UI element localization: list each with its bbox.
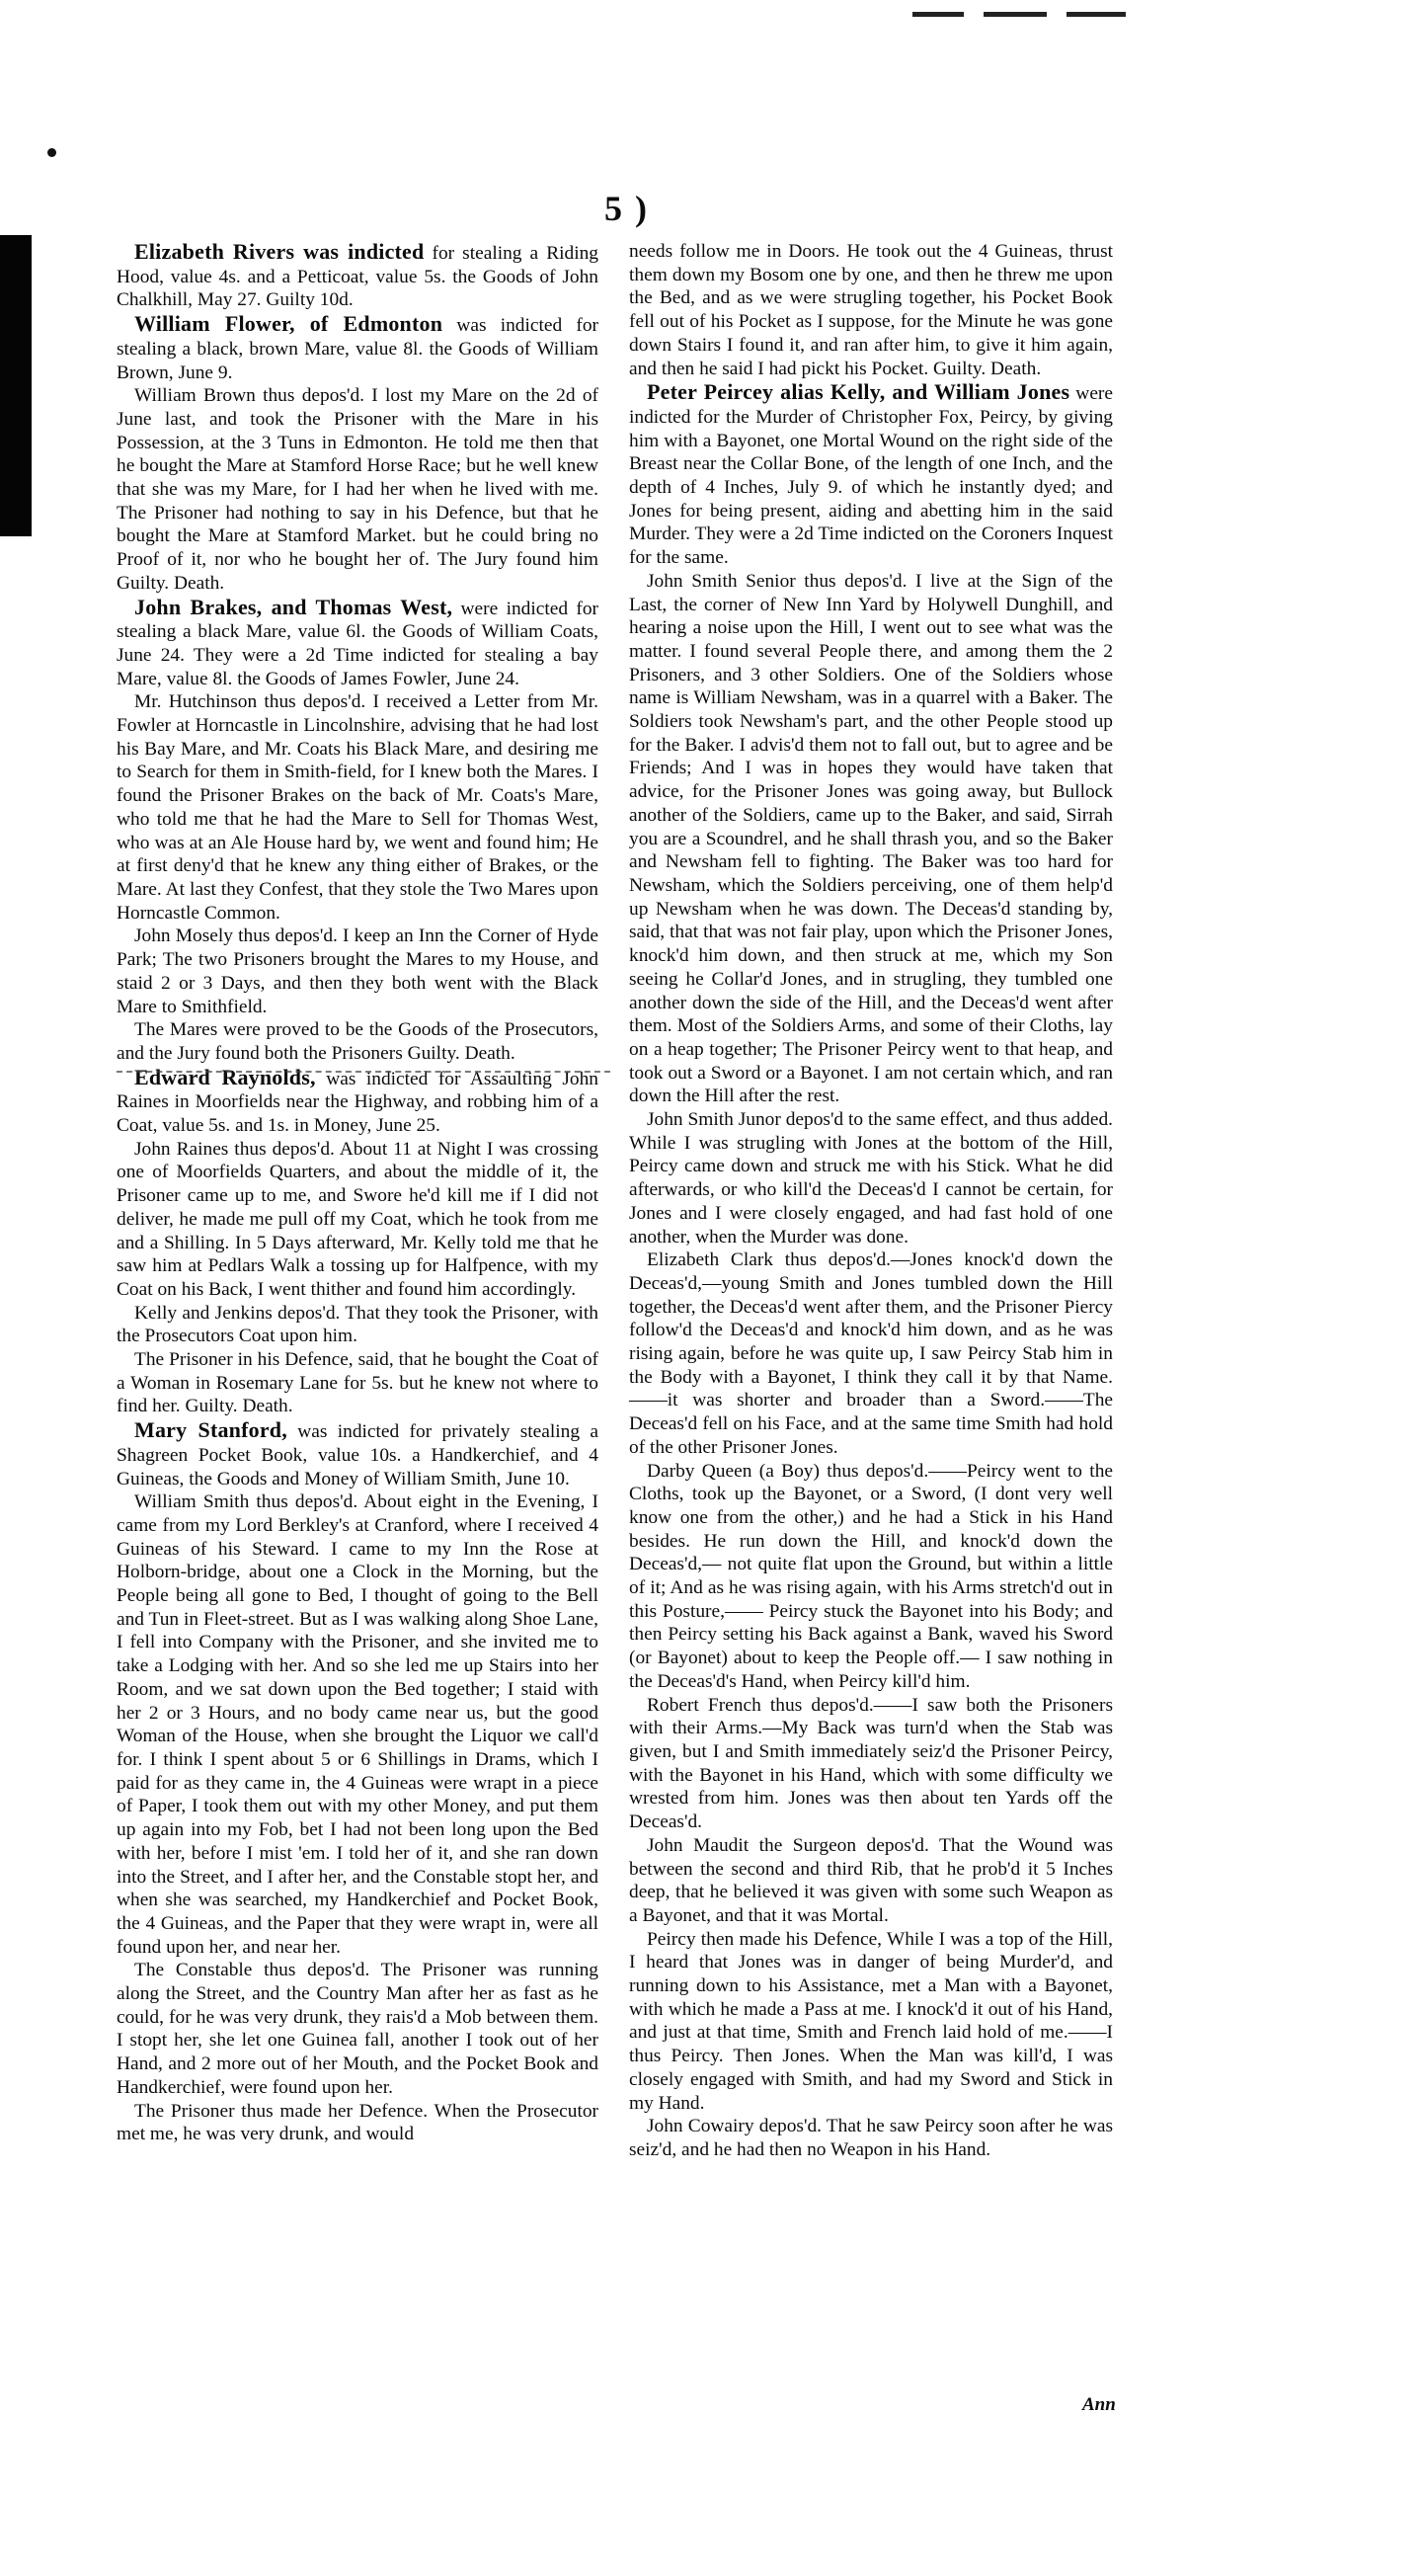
paragraph-text: Peircy then made his Defence, While I was a top of the Hill, I heard that Jones was in danger of being Murder'd, and running down to his Assistance, met a Man with a Bayonet, with which he made a Pass at me. I knock'd it out of his Hand, and just at that time, Smith and French laid hold of me.——I thus Peircy. Then Jones. When the Man was kill'd, I was closely engaged with Smith, and had my Sword and Stick in my Hand.: [629, 1928, 1113, 2114]
margin-black-bar: [0, 235, 32, 536]
case-heading: John Brakes, and Thomas West,: [134, 594, 453, 619]
ink-dot: [47, 148, 56, 157]
paragraph: [117, 1490, 598, 1959]
left-column: [117, 240, 598, 2146]
paragraph: [117, 240, 598, 312]
case-heading: Edward Raynolds,: [134, 1064, 316, 1089]
paragraph-text: was indicted for privately stealing a Shagreen Pocket Book, value 10s. a Handkerchief, and 4 Guineas, the Goods and Money of William Smith, June 10.: [117, 1421, 598, 1489]
case-heading: William Flower, of Edmonton: [134, 311, 443, 337]
paragraph: [117, 1138, 598, 1302]
paragraph: [629, 1694, 1113, 1834]
paragraph-text: The Prisoner thus made her Defence. When the Prosecutor met me, he was very drunk, and would: [117, 2100, 598, 2145]
paragraph: [117, 596, 598, 691]
paragraph: [117, 1018, 598, 1065]
paragraph: [629, 1460, 1113, 1694]
paragraph-text: John Mosely thus depos'd. I keep an Inn the Corner of Hyde Park; The two Prisoners brought the Mares to my House, and staid 2 or 3 Days, and then they both went with the Black Mare to Smithfield.: [117, 926, 598, 1017]
paragraph: [117, 690, 598, 925]
paragraph-text: John Raines thus depos'd. About 11 at Night I was crossing one of Moorfields Quarters, and about the middle of it, the Prisoner came up to me, and Swore he'd kill me if I did not deliver, he made me pull off my Coat, which he took from me and a Shilling. In 5 Days afterward, Mr. Kelly told me that he saw him at Pedlars Walk a tossing up for Halfpence, with my Coat on his Back, I went thither and found him accordingly.: [117, 1138, 598, 1300]
paragraph-text: was indicted for stealing a black, brown Mare, value 8l. the Goods of William Brown, June 9.: [117, 315, 598, 383]
paragraph-text: William Brown thus depos'd. I lost my Mare on the 2d of June last, and took the Prisoner with the Mare in his Possession, at the 3 Tuns in Edmonton. He told me then that he bought the Mare at Stamford Horse Race; but he well knew that she was my Mare, for I had her when he lived with me. The Prisoner had nothing to say in his Defence, but that he bought the Mare at Stamford Market. but he could bring no Proof of it, nor who he bought her of. The Jury found him Guilty. Death.: [117, 385, 598, 594]
paragraph-text: Robert French thus depos'd.——I saw both the Prisoners with their Arms.—My Back was turn'd when the Stab was given, but I and Smith immediately seiz'd the Prisoner Peircy, with the Bayonet in his Hand, which with some difficulty we wrested from him. Jones was then about ten Yards off the Deceas'd.: [629, 1694, 1113, 1833]
paragraph-text: John Maudit the Surgeon depos'd. That the Wound was between the second and third Rib, that he prob'd it 5 Inches deep, that he believed it was given with some such Weapon as a Bayonet, and that it was Mortal.: [629, 1834, 1113, 1926]
paragraph-text: Darby Queen (a Boy) thus depos'd.——Peircy went to the Cloths, took up the Bayonet, or a Sword, (I dont very well know one from the other,) and he had a Stick in his Hand besides. He run down the Hill, and knock'd down the Deceas'd,— not quite flat upon the Ground, but within a little of it; And as he was rising again, with his Arms stretch'd out in this Posture,—— Peircy stuck the Bayonet into his Body; and then Peircy setting his Back against a Bank, waved his Sword (or Bayonet) about to keep the People off.— I saw nothing in the Deceas'd's Hand, when Peircy kill'd him.: [629, 1460, 1113, 1692]
paragraph-text: William Smith thus depos'd. About eight in the Evening, I came from my Lord Berkley's at Cranford, where I received 4 Guineas of his Steward. I came to my Inn the Rose at Holborn-bridge, about one a Clock in the Morning, but the People being all gone to Bed, I thought of going to the Bell and Tun in Fleet-street. But as I was walking along Shoe Lane, I fell into Company with the Prisoner, and she invited me to take a Lodging with her. And so she led me up Stairs into her Room, and we sat down upon the Bed together; I staid with her 2 or 3 Hours, and no body came near us, but the good Woman of the House, when she brought the Liquor we call'd for. I think I spent about 5 or 6 Shillings in Drams, which I paid for as they came in, the 4 Guineas were wrapt in a piece of Paper, I took them out with my other Money, and put them up again into my Fob, bet I had not been long upon the Bed with her, before I mist 'em. I told her of it, and she ran down into the Street, and I after her, and the Constable stopt her, and when she was searched, my Handkerchief and Pocket Book, the 4 Guineas, and the Paper that they were wrapt in, were all found upon her, and near her.: [117, 1491, 598, 1958]
paragraph-text: were indicted for stealing a black Mare, value 6l. the Goods of William Coats, June 24. They were a 2d Time indicted for stealing a bay Mare, value 8l. the Goods of James Fowler, June 24.: [117, 598, 598, 689]
paragraph-text: was indicted for Assaulting John Raines in Moorfields near the Highway, and robbing him of a Coat, value 5s. and 1s. in Money, June 25.: [117, 1068, 598, 1137]
case-heading: Elizabeth Rivers was indicted: [134, 239, 425, 264]
paragraph: [629, 380, 1113, 570]
paragraph: [117, 925, 598, 1018]
paragraph: [629, 1834, 1113, 1928]
paragraph: [117, 2100, 598, 2146]
paragraph-text: Kelly and Jenkins depos'd. That they took the Prisoner, with the Prosecutors Coat upon him.: [117, 1302, 598, 1347]
paragraph: [629, 2115, 1113, 2161]
catchword: Ann: [1082, 2394, 1116, 2415]
right-column: [629, 240, 1113, 2162]
paragraph-text: The Prisoner in his Defence, said, that he bought the Coat of a Woman in Rosemary Lane for 5s. but he knew not where to find her. Guilty. Death.: [117, 1349, 598, 1417]
paragraph-text: John Smith Junor depos'd to the same effect, and thus added. While I was strugling with Jones at the bottom of the Hill, Peircy came down and struck me with his Stick. What he did afterwards, or who kill'd the Deceas'd I cannot be certain, for Jones and I were closely engaged, and had fast hold of one another, when the Murder was done.: [629, 1109, 1113, 1248]
paragraph: [629, 1108, 1113, 1248]
paragraph: [117, 1348, 598, 1418]
paragraph-text: for stealing a Riding Hood, value 4s. and a Petticoat, value 5s. the Goods of John Chalkhill, May 27. Guilty 10d.: [117, 243, 598, 311]
top-printing-marks: [912, 12, 1126, 17]
paragraph-text: The Constable thus depos'd. The Prisoner was running along the Street, and the Country Man after her as fast as he could, for he was very drunk, they rais'd a Mob between them. I stopt her, she let one Guinea fall, another I took out of her Hand, and 2 more out of her Mouth, and the Pocket Book and Handkerchief, were found upon her.: [117, 1960, 598, 2098]
paragraph: [629, 1928, 1113, 2116]
case-heading: Peter Peircey alias Kelly, and William Jones: [647, 379, 1070, 405]
paragraph: [117, 1066, 598, 1138]
paragraph: [629, 570, 1113, 1108]
paragraph: [117, 1418, 598, 1490]
paragraph: [117, 312, 598, 384]
paragraph-text: needs follow me in Doors. He took out the 4 Guineas, thrust them down my Bosom one by one, and then he threw me upon the Bed, and as we were strugling together, his Pocket Book fell out of his Pocket as I suppose, for the Minute he was gone down Stairs I found it, and ran after him, to give it him again, and then he said I had pickt his Pocket. Guilty. Death.: [629, 241, 1113, 379]
paragraph-text: John Cowairy depos'd. That he saw Peircy soon after he was seiz'd, and he had then no Weapon in his Hand.: [629, 2116, 1113, 2160]
paragraph: [629, 240, 1113, 380]
paragraph-text: were indicted for the Murder of Christopher Fox, Peircy, by giving him with a Bayonet, one Mortal Wound on the right side of the Breast near the Collar Bone, of the length of one Inch, and the depth of 4 Inches, July 9. of which he instantly dyed; and Jones for being present, aiding and abetting him in the said Murder. They were a 2d Time indicted on the Coroners Inquest for the same.: [629, 383, 1113, 569]
fold-line: [117, 1071, 610, 1073]
paragraph: [117, 1959, 598, 2099]
paragraph: [117, 384, 598, 595]
paragraph: [629, 1248, 1113, 1459]
paragraph: [117, 1302, 598, 1348]
page-number: 5 ): [604, 189, 649, 228]
paragraph-text: Elizabeth Clark thus depos'd.—Jones knock'd down the Deceas'd,—young Smith and Jones tumbled down the Hill together, the Deceas'd went after them, and the Prisoner Piercy follow'd the Deceas'd and knock'd him down, and as he was rising again, before he was quite up, I saw Peircy Stab him in the Body with a Bayonet, I think they call it by that Name.——it was shorter and broader than a Sword.——The Deceas'd fell on his Face, and at the same time Smith had hold of the other Prisoner Jones.: [629, 1249, 1113, 1458]
paragraph-text: The Mares were proved to be the Goods of the Prosecutors, and the Jury found both the Prisoners Guilty. Death.: [117, 1019, 598, 1064]
paragraph-text: John Smith Senior thus depos'd. I live at the Sign of the Last, the corner of New Inn Yard by Holywell Dunghill, and hearing a noise upon the Hill, I went out to see what was the matter. I found several People there, and among them the 2 Prisoners, and 3 other Soldiers. One of the Soldiers whose name is William Newsham, was in a quarrel with a Baker. The Soldiers took Newsham's part, and the other People stood up for the Baker. I advis'd them not to fall out, but to agree and be Friends; And I was in hopes they would have taken that advice, for the Prisoner Jones was going away, but Bullock another of the Soldiers, came up to the Baker, and said, Sirrah you are a Scoundrel, and he shall thrash you, and so the Baker and Newsham fell to fighting. The Baker was too hard for Newsham, which the Soldiers perceiving, one of them help'd up Newsham when he was down. The Deceas'd standing by, said, that that was not fair play, upon which the Prisoner Jones, knock'd him down, and then struck at me, which my Son seeing he Collar'd Jones, and in strugling, they tumbled one another down the side of the Hill, and the Deceas'd went after them. Most of the Soldiers Arms, and some of their Cloths, lay on a heap together; The Prisoner Peircy went to that heap, and took out a Sword or a Bayonet. I am not certain which, and ran down the Hill after the rest.: [629, 570, 1113, 1107]
case-heading: Mary Stanford,: [134, 1417, 287, 1443]
paragraph-text: Mr. Hutchinson thus depos'd. I received a Letter from Mr. Fowler at Horncastle in Lincolnshire, advising that he had lost his Bay Mare, and Mr. Coats his Black Mare, and desiring me to Search for them in Smith-field, for I knew both the Mares. I found the Prisoner Brakes on the back of Mr. Coats's Mare, who told me that he had the Mare to Sell for Thomas West, who was at an Ale House hard by, we went and found him; He at first deny'd that he knew any thing either of Brakes, or the Mare. At last they Confest, that they stole the Two Mares upon Horncastle Common.: [117, 691, 598, 924]
